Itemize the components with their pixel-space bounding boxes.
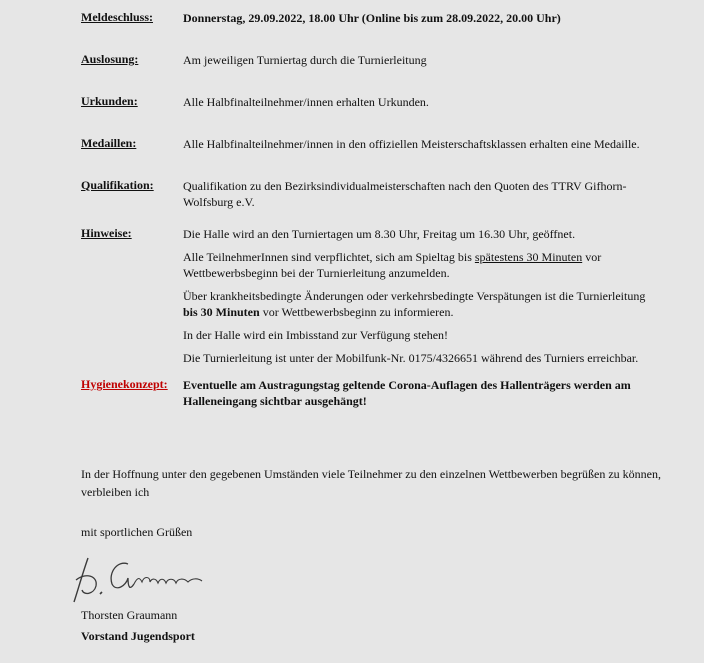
note2-underlined: spätestens 30 Minuten: [474, 250, 583, 264]
hygiene-label: Hygienekonzept:: [81, 377, 168, 391]
hygiene-value: Eventuelle am Austragungstag geltende Corona-Auflagen des Hallenträgers werden am Halleneingang sichtbar ausgehängt!: [183, 378, 631, 408]
urkunden-label: Urkunden:: [81, 94, 138, 108]
auslosung-value: Am jeweiligen Turniertag durch die Turnierleitung: [183, 53, 427, 67]
qualifikation-label: Qualifikation:: [81, 178, 154, 192]
signature-image: [70, 550, 210, 610]
note3-post: vor Wettbewerbsbeginn zu informieren.: [259, 305, 454, 319]
note2-post: vor Wettbewerbsbeginn bei der Turnierleitung anzumelden.: [183, 250, 602, 280]
urkunden-value: Alle Halbfinalteilnehmer/innen erhalten Urkunden.: [183, 95, 429, 109]
hinweise-note-food: In der Halle wird ein Imbisstand zur Verfügung stehen!: [183, 328, 449, 342]
signer-name: Thorsten Graumann: [81, 608, 178, 622]
closing-greeting: mit sportlichen Grüßen: [81, 525, 193, 539]
hinweise-note-phone: Die Turnierleitung ist unter der Mobilfunk-Nr. 0175/4326651 während des Turniers erreichbar.: [183, 351, 639, 365]
note2-pre: Alle TeilnehmerInnen sind verpflichtet, sich am Spieltag bis: [183, 250, 475, 264]
medaillen-label: Medaillen:: [81, 136, 137, 150]
hinweise-label: Hinweise:: [81, 226, 132, 240]
hinweise-note-delays: [183, 288, 653, 320]
qualifikation-value: Qualifikation zu den Bezirksindividualmeisterschaften nach den Quoten des TTRV Gifhorn-Wolfsburg e.V.: [183, 179, 627, 209]
hinweise-note-opening: Die Halle wird an den Turniertagen um 8.30 Uhr, Freitag um 16.30 Uhr, geöffnet.: [183, 227, 576, 241]
hinweise-note-registration: [183, 249, 653, 281]
note3-bold: bis 30 Minuten: [183, 305, 260, 319]
meldeschluss-value: Donnerstag, 29.09.2022, 18.00 Uhr (Online bis zum 28.09.2022, 20.00 Uhr): [183, 11, 561, 25]
closing-paragraph: In der Hoffnung unter den gegebenen Umständen viele Teilnehmer zu den einzelnen Wettbewerben begrüßen zu können, verbleiben ich: [81, 467, 661, 499]
meldeschluss-label: Meldeschluss:: [81, 10, 153, 24]
note3-pre: Über krankheitsbedingte Änderungen oder verkehrsbedingte Verspätungen ist die Turnierleitung: [183, 289, 646, 303]
medaillen-value: Alle Halbfinalteilnehmer/innen in den offiziellen Meisterschaftsklassen erhalten eine Medaille.: [183, 137, 640, 151]
hinweise-notes: [183, 226, 653, 373]
signer-role: Vorstand Jugendsport: [81, 629, 195, 643]
auslosung-label: Auslosung:: [81, 52, 139, 66]
